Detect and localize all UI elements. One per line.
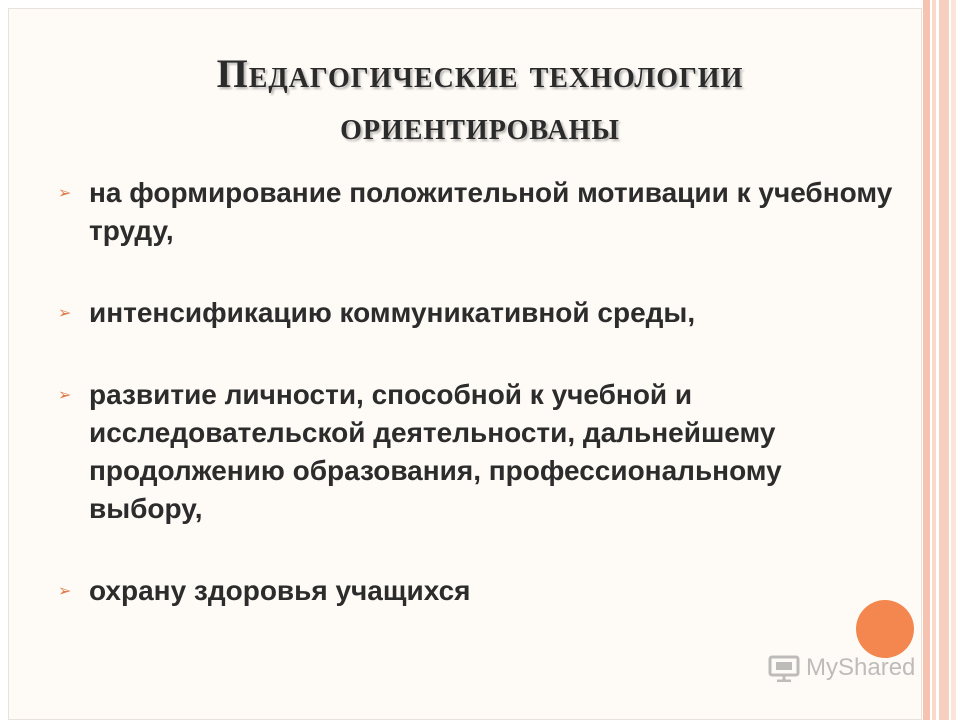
arrow-bullet-icon: ➢: [58, 305, 72, 322]
arrow-bullet-icon: ➢: [58, 185, 72, 202]
watermark-text: MyShared: [806, 654, 916, 681]
bullet-list: [56, 174, 896, 610]
bullet-text: охрану здоровья учащихся: [89, 575, 471, 606]
decorative-stripe: [951, 0, 956, 720]
slide-title-line-2: ориентированы: [340, 103, 620, 148]
bullet-item: [56, 294, 896, 332]
bullet-text: интенсификацию коммуникативной среды,: [89, 297, 696, 328]
decorative-stripe: [939, 0, 949, 720]
bullet-item: [56, 376, 896, 528]
bullet-item: [56, 174, 896, 250]
watermark: [768, 654, 915, 682]
arrow-bullet-icon: ➢: [58, 583, 72, 600]
arrow-bullet-icon: ➢: [58, 387, 72, 404]
decorative-circle: [856, 600, 914, 658]
bullet-text: развитие личности, способной к учебной и исследовательской деятельности, дальнейшему продолжению образования, профессиональному выбору,: [89, 379, 782, 524]
bullet-text: на формирование положительной мотивации к учебному труду,: [89, 177, 893, 246]
presentation-icon: [768, 654, 800, 682]
slide-title: [60, 48, 900, 152]
decorative-stripe: [932, 0, 936, 720]
bullet-item: [56, 572, 896, 610]
decorative-stripe: [923, 0, 930, 720]
slide-title-line-1: Педагогические технологии: [216, 51, 744, 96]
